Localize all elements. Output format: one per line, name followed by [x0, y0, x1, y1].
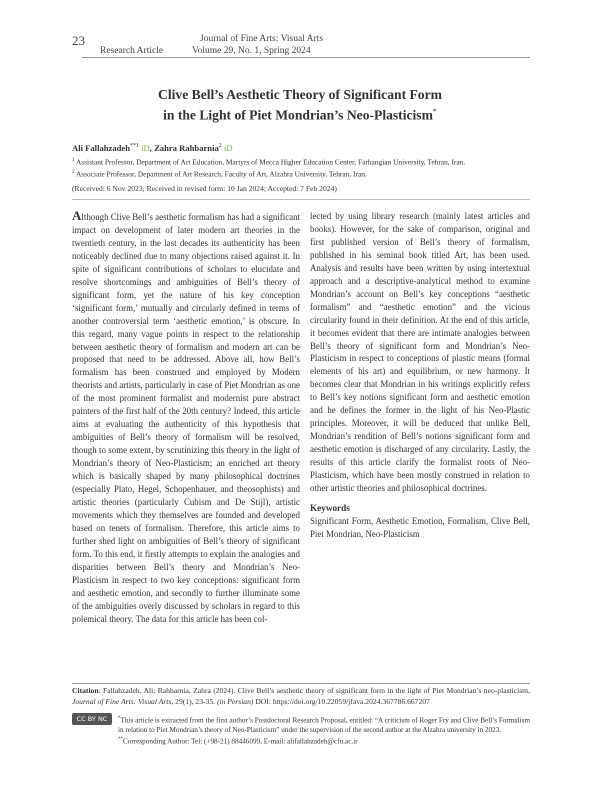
abstract-text-right: lected by using library research (mainly latest articles and books). However, for the sake of comparison, original and first published version of Bell’s theory of formalism, published in his seminal book titled Art, has been used. Analysis and results have been written by using intertextual approach and a descriptive-analytical method to examine Mondrian’s account on Bell’s key conceptions “aesthetic formalism” and “aesthetic emotion” and the vicious circularity found in their definition. At the end of this article, it becomes evident that there are intimate analogies between Bell’s theory of significant form and Mondrian’s Neo-Plasticism in respect to conceptions of plastic means (formal elements of his art) and equilibrium, or new harmony. It becomes clear that Mondrian in his writings explicitly refers to Bell’s key notions significant form and aesthetic emotion and he defines the former in the light of his Neo-Plastic principles. Moreover, it will be deduced that unlike Bell, Mondrian’s rendition of Bell’s notions significant form and aesthetic emotion is discharged of any circularity. Lastly, the results of this article clarify the formalist roots of Neo-Plasticism, which have been mostly construed in relation to other artistic theories and philosophical doctrines.	[310, 211, 530, 494]
citation-journal: Journal of Fine Arts: Visual Arts	[72, 696, 172, 706]
author-2: Zahra Rahbarnia	[154, 143, 219, 153]
cc-license-badge[interactable]: CC BY NC	[72, 713, 112, 725]
author-1-sup: **1	[130, 143, 140, 150]
article-title	[72, 86, 528, 124]
journal-name: Journal of Fine Arts: Visual Arts	[200, 34, 324, 44]
citation-label: Citation	[72, 686, 99, 695]
abstract-text-left: lthough Clive Bell’s aesthetic formalism has had a significant impact on development of later modern art theories in the twentieth century, in the last decades its authenticity has been noticeably declined due to many objections raised against it. In spite of significant contributions of scholars to elucidate and resolve shortcomings and ambiguities of Bell’s theory of significant form, yet the nature of his key conception ‘significant form,’ mutually and circularly defined in terms of another controversial term ‘aesthetic emotion,’ is obscure. In this regard, many vague points in respect to the relationship between aesthetic theory of formalism and modern art can be proposed that need to be addressed. Above all, how Bell’s formalism has been construed and employed by Modern theorists and artists, particularly in case of Piet Mondrian as one of the most prominent formalist and modernist pure abstract painters of the first half of the 20th century? Indeed, this article aims at evaluating the authenticity of this hypothesis that ambiguities of Bell’s theory of formalism will be resolved, though to some extent, by scrutinizing this theory in the light of Mondrian’s theory of Neo-Plasticism; an enriched art theory which is basically shaped by many philosophical doctrines (especially Plato, Hegel, Schopenhauer, and theosophists) and artistic theories (particularly Cubism and De Stijl), artistic movements which they themselves are founded and developed based on tenets of formalism. Therefore, this article aims to further shed light on ambiguities of Bell’s theory of significant form. To this end, it firstly attempts to explain the analogies and disparities between Bell’s theory and Mondrian’s Neo-Plasticism in respect to two key conceptions: significant form and aesthetic emotion, and secondly to further illuminate some of the ambiguities overly discussed by scholars in regard to this polemical theory. The data for this article has been col-	[72, 212, 300, 624]
author-2-sup: 2	[218, 143, 222, 150]
affiliation-2: $^2$ Associate Professor, Department of Art Research, Faculty of Art, Alzahra University, Tehran, Iran.	[72, 169, 367, 179]
doi-link[interactable]: DOI: https://doi.org/10.22059/jfava.2024.367786.667207	[255, 696, 430, 706]
footnotes	[118, 714, 530, 747]
separator-rule	[72, 199, 530, 200]
footnote-2: **Corresponding Author: Tel: (+98-21) 88446099, E-mail: alifallahzadeh@cfu.ac.ir	[118, 737, 358, 746]
title-line-1: Clive Bell’s Aesthetic Theory of Significant Form	[158, 87, 442, 102]
citation-block: Citation: Fallahzadeh, Ali; Rahbarnia, Zahra (2024). Clive Bell’s aesthetic theory of significant form in the light of Piet Mondrian’s neo-plasticism, Journal of Fine Arts: Visual Arts, 29(1), 23-35. (in Persian) DOI: https://doi.org/10.22059/jfava.2024.367786.667207	[72, 686, 530, 706]
title-footnote-marker: *	[432, 107, 437, 116]
drop-cap: A	[72, 208, 82, 223]
citation-lang: (in Persian)	[216, 696, 254, 706]
affiliation-1: $^1$ Assistant Professor, Department of Art Education, Martyrs of Mecca Higher Education Center, Farhangian University, Tehran, Iran.	[72, 157, 466, 167]
citation-rule	[72, 683, 530, 684]
abstract-left-column	[72, 210, 300, 626]
author-list: Ali Fallahzadeh$^{**1}$ iD, Zahra Rahbarnia$^2$ iD	[72, 143, 233, 153]
orcid-icon[interactable]: iD	[223, 143, 233, 153]
running-header	[100, 33, 324, 57]
abstract-right-column	[310, 210, 530, 541]
article-type: Research Article	[100, 46, 164, 56]
volume-info: Volume 29, No. 1, Spring 2024	[192, 46, 311, 56]
received-dates: (Received: 6 Nov 2023; Received in revised form: 10 Jan 2024; Accepted: 7 Feb 2024)	[72, 184, 337, 193]
header-rule	[82, 57, 530, 58]
footnote-1: *This article is extracted from the first author’s Postdoctoral Research Proposal, entitled: “A criticism of Roger Fry and Clive Bell’s Formalism in relation to Piet Mondrian’s theory of Neo-Plasticism” under the supervision of the second author at the Alzahra university in 2023.	[118, 716, 530, 735]
title-line-2: in the Light of Piet Mondrian’s Neo-Plasticism*	[163, 107, 437, 123]
author-1: Ali Fallahzadeh	[72, 143, 131, 153]
page-number: 23	[72, 33, 85, 48]
keywords-text: Significant Form, Aesthetic Emotion, Formalism, Clive Bell, Piet Mondrian, Neo-Plasticism	[310, 515, 530, 539]
keywords-heading: Keywords	[310, 502, 350, 513]
orcid-icon[interactable]: iD	[141, 143, 150, 153]
